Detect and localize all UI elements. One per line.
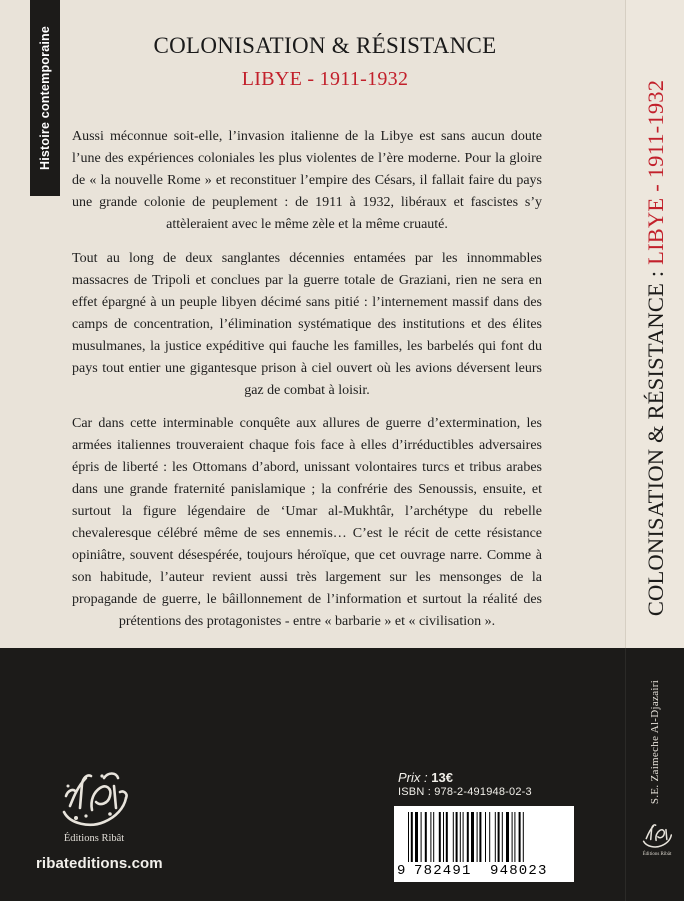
price [398,770,453,785]
cover-subtitle: LIBYE - 1911-1932 [241,68,409,90]
barcode-digit-first: 9 [397,863,407,879]
spine-divider [625,648,626,901]
price-value: 13€ [431,770,453,785]
barcode-digits-left: 782491 [414,863,472,879]
price-label: Prix : [398,770,432,785]
barcode [394,806,574,882]
publisher-website[interactable]: ribateditions.com [36,855,163,872]
blurb-paragraph-3: Car dans cette interminable conquête aux allures de guerre d’extermination, les armées italiennes trouveraient chaque fois face à elles d’irréductibles adversaires épris de liberté : les Ottomans d’abord, unissant volontaires turcs et tribus arabes dans une grande fraternité panislamique ; la confrérie des Senoussis, ensuite, et surtout la figure légendaire de ‘Umar al-Mukhtâr, l’archétype du rebelle chevaleresque célébré même de ses ennemis… C’est le récit de cette résistance opiniâtre, souvent désespérée, toujours héroïque, que cet ouvrage narre. Comme à son habitude, l’auteur revient aussi très largement sur les mensonges de la propagande de guerre, le bâillonnement de l’information et surtout la réalité des prétentions des protagonistes - entre « barbarie » et « civilisation ». [72,416,542,629]
isbn: ISBN : 978-2-491948-02-3 [398,786,532,798]
blurb-paragraph-1: Aussi méconnue soit-elle, l’invasion italienne de la Libye est sans aucun doute l’une des expériences coloniales les plus violentes de l’ère moderne. Pour la gloire de « la nouvelle Rome » et reconstituer l’empire des Césars, il fallait faire du pays une grande colonie de peuplement : de 1911 à 1932, libéraux et fascistes s’y attèleraient avec le même zèle et la même cruauté. [72,129,542,232]
spine-title [643,80,669,616]
barcode-bars [408,812,568,862]
series-label: Histoire contemporaine [38,25,52,171]
calligraphy-seal-icon [56,766,132,830]
spine-seal-icon [640,820,674,850]
publisher-name: Éditions Ribât [63,833,125,844]
spine-title-main: COLONISATION & RÉSISTANCE : [643,264,668,617]
spine-title-accent: LIBYE - 1911-1932 [643,79,668,265]
blurb-paragraph-2: Tout au long de deux sanglantes décennies entamées par les innommables massacres de Tripoli et conclues par la guerre totale de Graziani, rien ne sera en effet épargné à un peuple libyen décimé sans pitié : l’internement massif dans des camps de concentration, l’élimination systématique des institutions et des élites musulmanes, la justice expéditive qui fauche les familles, les barbelés qui font du pays tout entier une gigantesque prison à ciel ouvert où les avions déversent leurs gaz de combat à loisir. [72,251,542,398]
spine-publisher: Éditions Ribât [642,852,672,857]
barcode-digits-right: 948023 [490,863,548,879]
cover-title: COLONISATION & RÉSISTANCE [153,33,497,58]
spine-author: S.E. Zaimeche Al-Djazairi [649,679,661,805]
